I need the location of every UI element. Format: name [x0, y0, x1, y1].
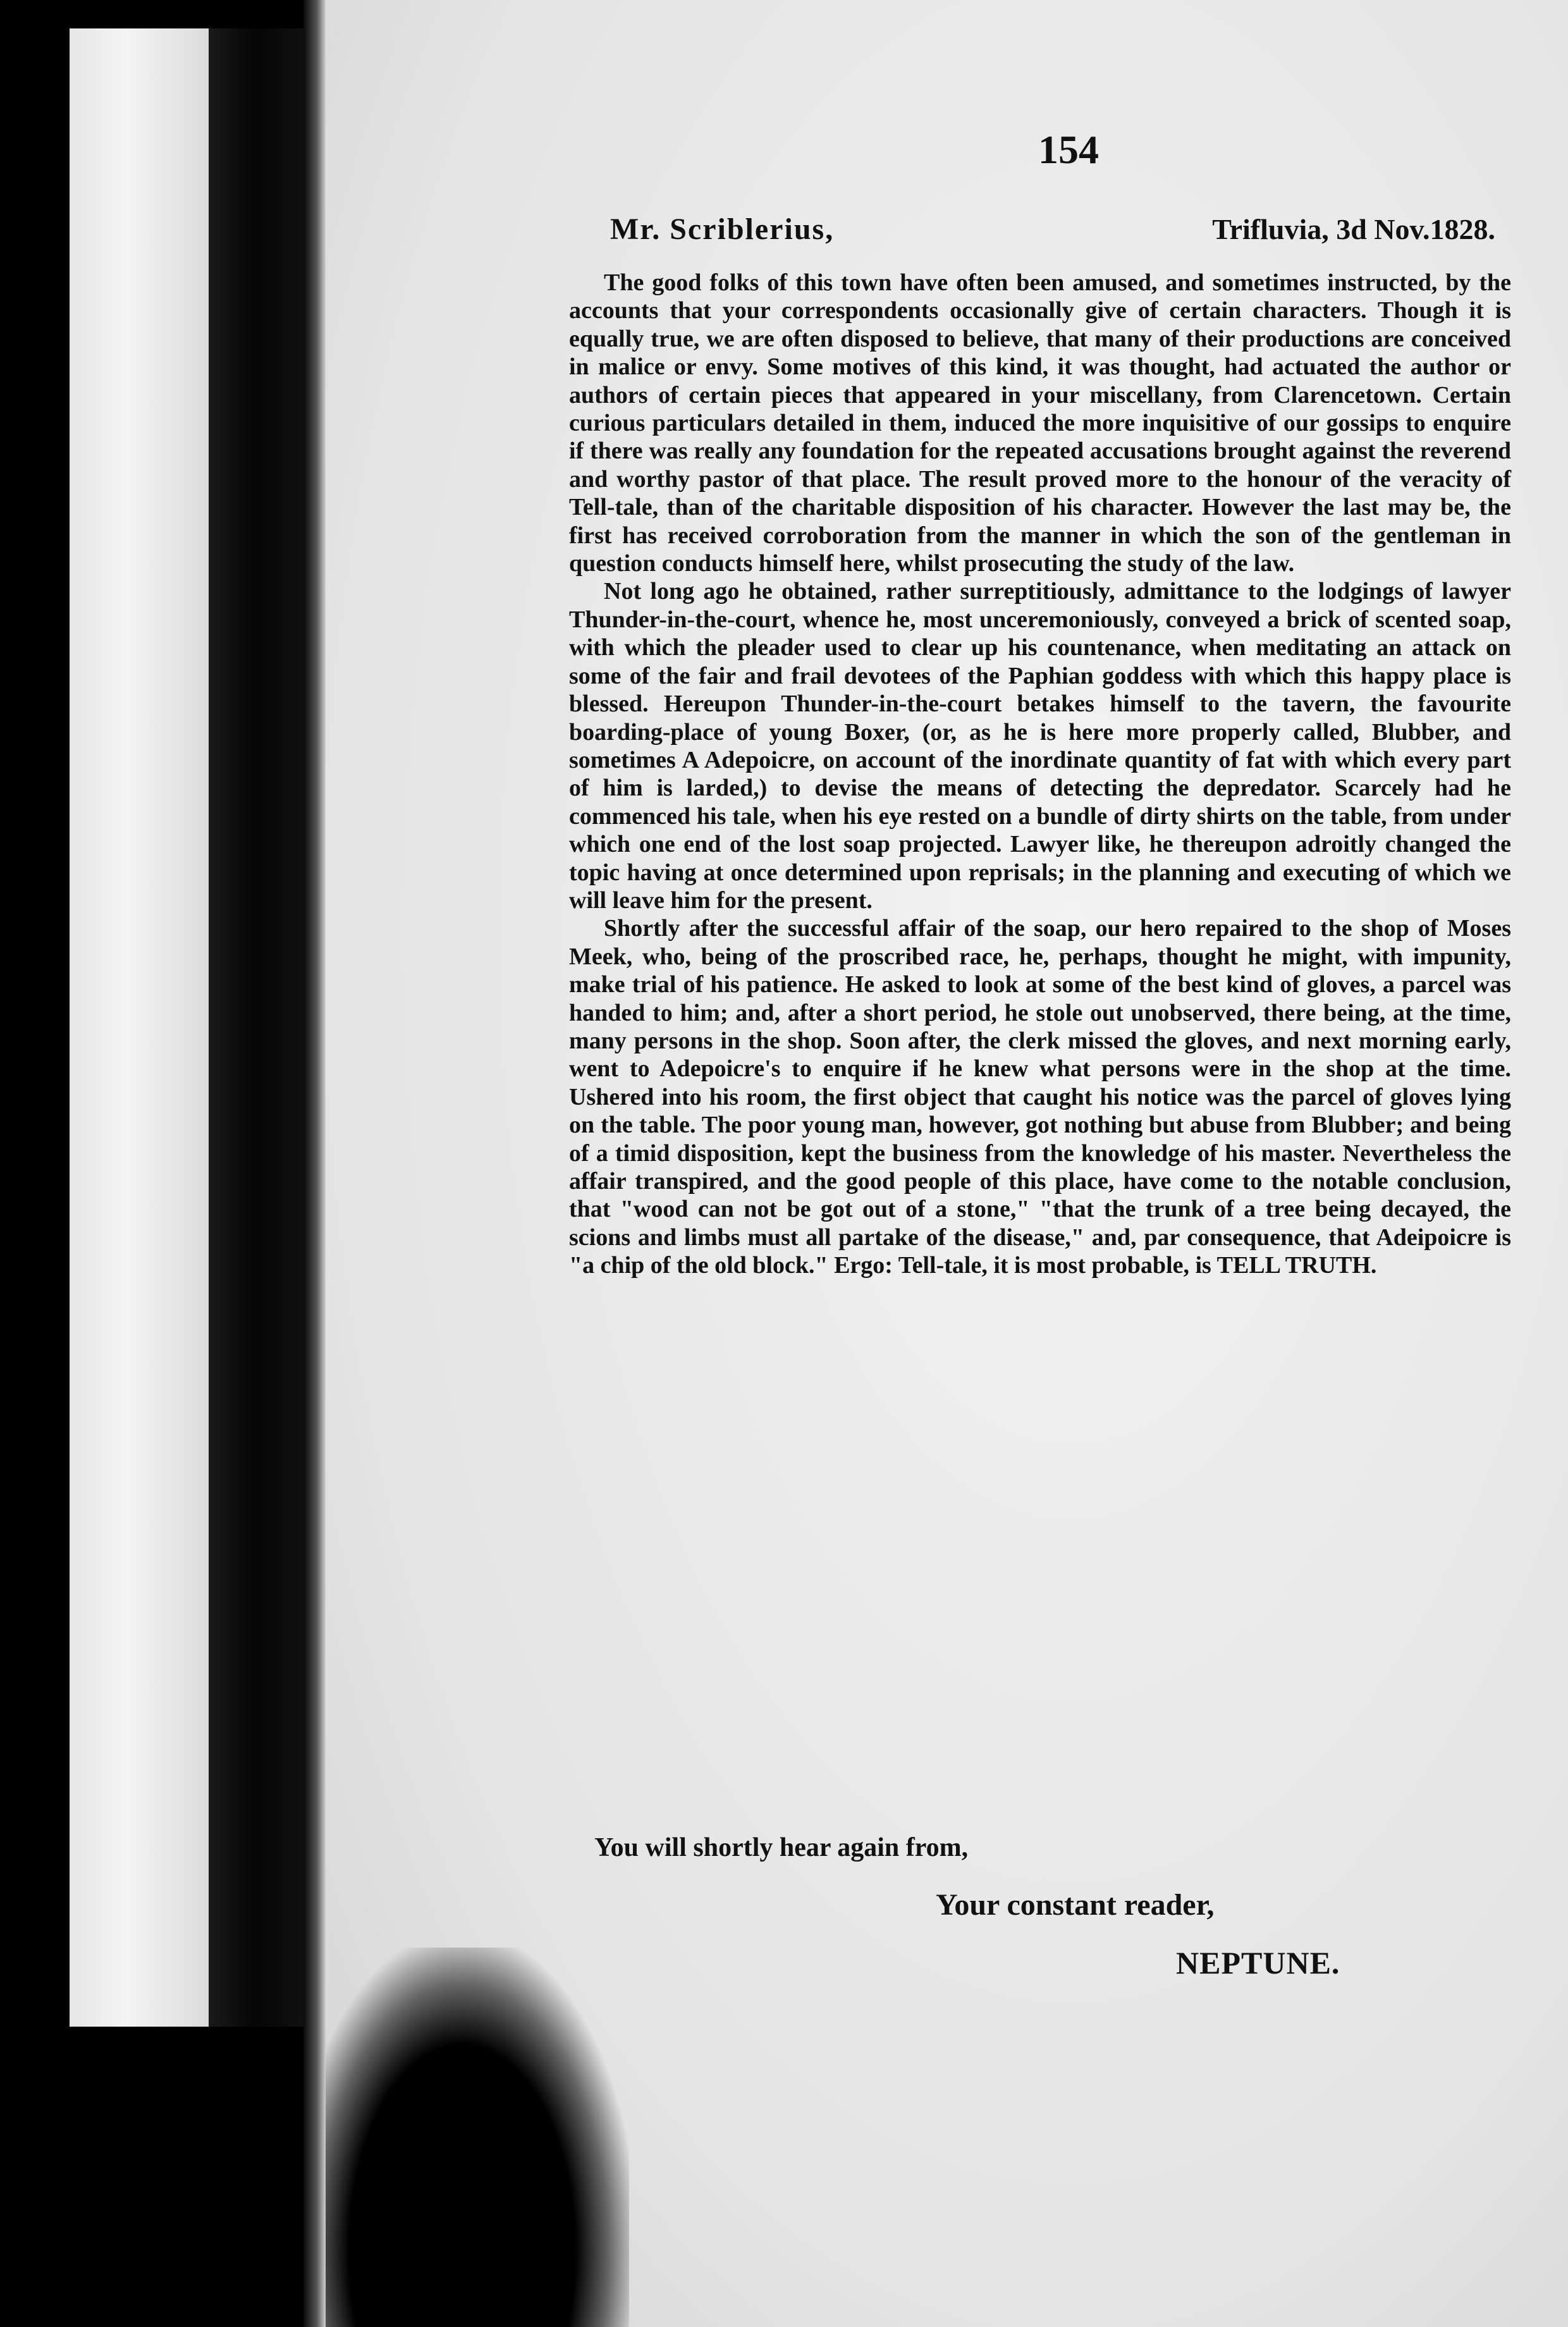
- letter-body: [569, 269, 1511, 1280]
- letter-header: [610, 212, 1495, 256]
- thumb-shadow: [326, 1948, 629, 2327]
- paragraph-3: Shortly after the successful affair of the soap, our hero repaired to the shop of Moses Meek, who, being of the proscribed race, he, perhaps, thought he might, with impunity, make trial of his patience. He asked to look at some of the best kind of gloves, a parcel was handed to him; and, after a short period, he stole out unobserved, there being, at the time, many persons in the shop. Soon after, the clerk missed the gloves, and next morning early, went to Adepoicre's to enquire if he knew what persons were in the shop at the time. Ushered into his room, the first object that caught his notice was the parcel of gloves lying on the table. The poor young man, however, got nothing but abuse from Blubber; and being of a timid disposition, kept the business from the knowledge of his master. Nevertheless the affair transpired, and the good people of this place, have come to the notable conclusion, that "wood can not be got out of a stone," "that the trunk of a tree being decayed, the scions and limbs must all partake of the disease," and, par consequence, that Adeipoicre is "a chip of the old block." Ergo: Tell-tale, it is most probable, is TELL TRUTH.: [569, 915, 1511, 1279]
- closing-line: You will shortly hear again from,: [594, 1833, 969, 1862]
- page-gutter: [303, 0, 326, 2327]
- salutation: Mr. Scriblerius,: [610, 212, 835, 246]
- paragraph-1: The good folks of this town have often been amused, and sometimes instructed, by the accounts that your correspondents occasionally give of certain characters. Though it is equally true, we are often disposed to believe, that many of their productions are conceived in malice or envy. Some motives of this kind, it was thought, had actuated the author or authors of certain pieces that appeared in your miscellany, from Clarencetown. Certain curious particulars detailed in them, induced the more inquisitive of our gossips to enquire if there was really any foundation for the repeated accusations brought against the reverend and worthy pastor of that place. The result proved more to the honour of the veracity of Tell-tale, than of the charitable disposition of his character. However the last may be, the first has received corroboration from the manner in which the son of the gentleman in question conducts himself here, whilst prosecuting the study of the law.: [569, 269, 1511, 577]
- paragraph-2: Not long ago he obtained, rather surreptitiously, admittance to the lodgings of lawyer Thunder-in-the-court, whence he, most unceremoniously, conveyed a brick of scented soap, with which the pleader used to clear up his countenance, when meditating an attack on some of the fair and frail devotees of the Paphian goddess with which this happy place is blessed. Hereupon Thunder-in-the-court betakes himself to the tavern, the favourite boarding-place of young Boxer, (or, as he is here more properly called, Blubber, and sometimes A Adepoicre, on account of the inordinate quantity of fat with which every part of him is larded,) to devise the means of detecting the depredator. Scarcely had he commenced his tale, when his eye rested on a bundle of dirty shirts on the table, from under which one end of the lost soap projected. Lawyer like, he thereupon adroitly changed the topic having at once determined upon reprisals; in the planning and executing of which we will leave him for the present.: [569, 578, 1511, 914]
- binding-gap: [209, 28, 303, 2027]
- signoff-line: Your constant reader,: [936, 1888, 1215, 1922]
- facing-page-edge: [70, 28, 209, 2027]
- page-number: 154: [1038, 127, 1099, 172]
- signature: NEPTUNE.: [1176, 1945, 1340, 1980]
- dateline: Trifluvia, 3d Nov.1828.: [1212, 213, 1495, 245]
